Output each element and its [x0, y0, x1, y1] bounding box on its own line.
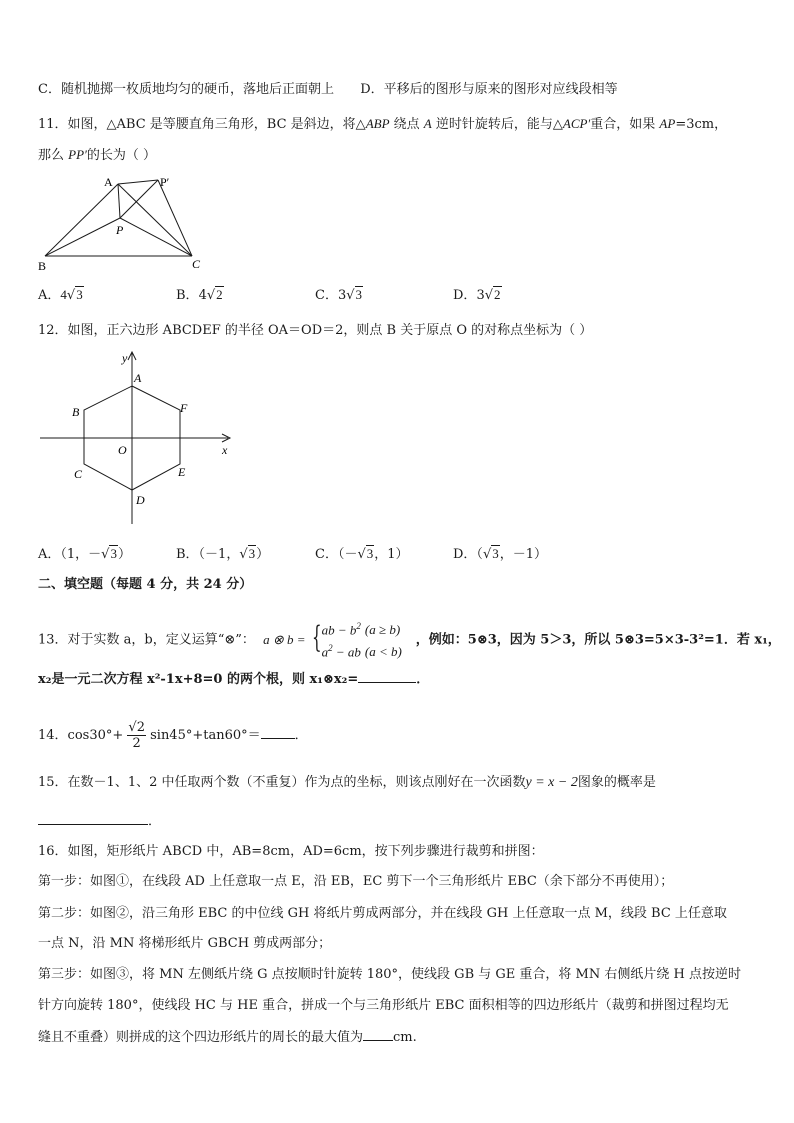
segment-ac — [118, 184, 192, 256]
q14-text: 14．cos30°+ — [38, 728, 124, 743]
q15-text: ． — [148, 814, 162, 829]
option-text: A．（1，－ — [38, 547, 102, 562]
radical: √3 — [346, 287, 363, 303]
radicand: 3 — [110, 546, 117, 561]
q15-answer-line — [38, 812, 161, 832]
label-o: O — [118, 443, 127, 457]
q16-line6: 针方向旋转 180°，使线段 HC 与 HE 重合，拼成一个与三角形纸片 EBC 面积相等的四边形纸片（裁剪和拼图过程均无 — [38, 998, 729, 1013]
option-text: ，－1） — [499, 547, 548, 562]
label-e: E — [178, 465, 186, 479]
radical: √3 — [357, 546, 374, 562]
q15-text: 图象的概率是 — [577, 775, 656, 790]
q12-option-d — [453, 544, 547, 565]
option-text: ） — [256, 547, 270, 562]
answer-blank[interactable] — [261, 738, 295, 739]
label-a: A — [104, 175, 113, 189]
q15-function: y = x − 2 — [525, 775, 578, 790]
radical: √2 — [484, 287, 501, 303]
q11-option-a — [38, 285, 84, 306]
radicand: 3 — [76, 287, 83, 302]
label-c: C — [74, 467, 83, 481]
radicand: 3 — [492, 546, 499, 561]
q13-text: 13．对于实数 a，b，定义运算“⊗”： — [38, 632, 255, 648]
q16-line7 — [38, 1028, 417, 1048]
brace: { — [311, 620, 322, 655]
section-heading: 二、填空题（每题 4 分，共 24 分） — [38, 577, 253, 592]
answer-blank[interactable] — [38, 824, 148, 825]
case-text: − ab — [332, 644, 361, 660]
q12-stem: 12．如图，正六边形 ABCDEF 的半径 OA＝OD＝2，则点 B 关于原点 O 的对称点坐标为（ ） — [38, 323, 593, 338]
segment-pc — [120, 218, 192, 256]
q16-line3: 第二步：如图②，沿三角形 EBC 的中位线 GH 将纸片剪成两部分，并在线段 GH 上任意取一点 M，线段 BC 上任意取 — [38, 906, 727, 921]
label-c: C — [192, 257, 201, 271]
segment-ap — [118, 184, 120, 218]
q16-line1: 16．如图，矩形纸片 ABCD 中，AB=8cm，AD=6cm，按下列步骤进行裁剪和拼图： — [38, 844, 544, 859]
q11-text: 的长为（ ） — [86, 148, 157, 163]
q11-text: A — [423, 116, 432, 131]
case-1 — [322, 616, 401, 640]
answer-blank[interactable] — [363, 1040, 393, 1041]
q11-stem-line2 — [38, 145, 156, 166]
radicand: 3 — [248, 546, 256, 561]
fraction — [127, 720, 146, 751]
label-x: x — [222, 443, 228, 457]
q13-text: ，例如：5⊗3，因为 5＞3，所以 5⊗3=5×3-3²=1．若 x₁， — [415, 632, 781, 648]
case-cond: (a ≥ b) — [364, 622, 401, 638]
coef: 4 — [198, 288, 207, 303]
case-2 — [322, 638, 402, 662]
q13-text: ． — [416, 672, 430, 687]
q11-text: 逆时针旋转后，能与△ — [431, 117, 563, 132]
q13-stem-line2 — [38, 670, 429, 690]
option-text: C．（－ — [315, 547, 358, 562]
option-label: D． — [453, 288, 477, 303]
segment-p1c — [158, 180, 192, 256]
q13-operator: a ⊗ b = — [263, 631, 306, 647]
label-p: P — [116, 223, 124, 237]
radicand: 2 — [494, 287, 501, 302]
q14-text: ． — [294, 728, 308, 743]
label-p-prime: P′ — [160, 175, 170, 189]
option-label: C． — [315, 288, 338, 303]
segment-bp — [45, 218, 120, 256]
q16-line2: 第一步：如图①，在线段 AD 上任意取一点 E，沿 EB，EC 剪下一个三角形纸片 EBC（余下部分不再使用）； — [38, 874, 674, 889]
segment-ab — [45, 184, 118, 256]
radical: √2 — [206, 287, 223, 303]
q11-option-d — [453, 285, 502, 306]
option-label: A． — [38, 288, 61, 303]
case-sup: 2 — [356, 621, 361, 631]
q11-text: 那么 — [38, 148, 69, 163]
q11-text: 重合，如果 — [590, 117, 660, 132]
label-d: D — [136, 493, 145, 507]
option-text: D．（ — [453, 547, 483, 562]
q11-stem-line1 — [38, 114, 727, 135]
radical: √3 — [239, 546, 256, 562]
q12-option-b — [176, 544, 269, 565]
case-sup: 2 — [328, 643, 333, 653]
segment-pp1 — [120, 180, 158, 218]
q11-triangle-figure — [30, 172, 220, 272]
label-b: B — [38, 259, 47, 272]
label-f: F — [180, 401, 188, 415]
q12-option-a — [38, 544, 131, 565]
radical: √3 — [482, 546, 499, 562]
case-text: a — [321, 644, 329, 660]
q10-option-d: D．平移后的图形与原来的图形对应线段相等 — [360, 82, 618, 97]
q13-piecewise — [312, 618, 412, 662]
q11-option-b — [176, 285, 224, 306]
q12-hexagon-figure — [36, 348, 246, 530]
denominator: 2 — [132, 736, 141, 751]
q13-text: x₂是一元二次方程 x²-1x+8=0 的两个根，则 x₁⊗x₂= — [38, 672, 359, 687]
label-y: y — [122, 351, 128, 365]
q11-text: 11．如图，△ABC 是等腰直角三角形，BC 是斜边，将△ — [38, 117, 366, 132]
coef: 4 — [60, 287, 67, 302]
option-text: B．（－1， — [176, 547, 240, 562]
radicand: 2 — [216, 287, 223, 302]
radical: √3 — [66, 287, 83, 303]
q13-stem-line1 — [38, 618, 781, 662]
case-text: ab − b — [321, 622, 357, 638]
q11-text: =3cm， — [675, 117, 728, 132]
q11-text: ABP — [365, 116, 390, 131]
label-b: B — [72, 405, 80, 419]
radicand: 3 — [366, 546, 374, 561]
q10-options-row — [38, 80, 618, 100]
numerator: √2 — [128, 720, 145, 735]
option-label: B． — [176, 288, 199, 303]
coef: 3 — [337, 288, 347, 303]
coef: 3 — [476, 288, 485, 303]
q15-text: 15．在数－1、1、2 中任取两个数（不重复）作为点的坐标，则该点刚好在一次函数 — [38, 775, 526, 790]
q11-option-c — [315, 285, 363, 306]
radicand: 3 — [355, 287, 363, 302]
q16-line5: 第三步：如图③，将 MN 左侧纸片绕 G 点按顺时针旋转 180°，使线段 GB 与 GE 重合，将 MN 右侧纸片绕 H 点按逆时 — [38, 967, 741, 982]
radical: √3 — [101, 546, 117, 562]
q15-stem — [38, 773, 656, 793]
q11-text: PP′ — [68, 147, 87, 162]
q16-text: cm. — [393, 1030, 417, 1045]
q11-text: 绕点 — [389, 117, 424, 132]
q11-text: ACP′ — [562, 116, 591, 131]
q10-option-c: C．随机抛掷一枚质地均匀的硬币，落地后正面朝上 — [38, 82, 334, 97]
q14-text: sin45°+tan60°＝ — [150, 728, 261, 743]
q12-option-c — [315, 544, 409, 565]
q14-stem — [38, 720, 308, 760]
option-text: ） — [117, 547, 131, 562]
label-a: A — [134, 371, 142, 385]
q16-line4: 一点 N，沿 MN 将梯形纸片 GBCH 剪成两部分； — [38, 936, 332, 951]
segment-ap1 — [118, 180, 158, 184]
q16-text: 缝且不重叠）则拼成的这个四边形纸片的周长的最大值为 — [38, 1030, 364, 1045]
option-text: ，1） — [374, 547, 409, 562]
q11-text: AP — [659, 116, 676, 131]
answer-blank[interactable] — [358, 682, 416, 683]
case-cond: (a < b) — [364, 644, 402, 660]
